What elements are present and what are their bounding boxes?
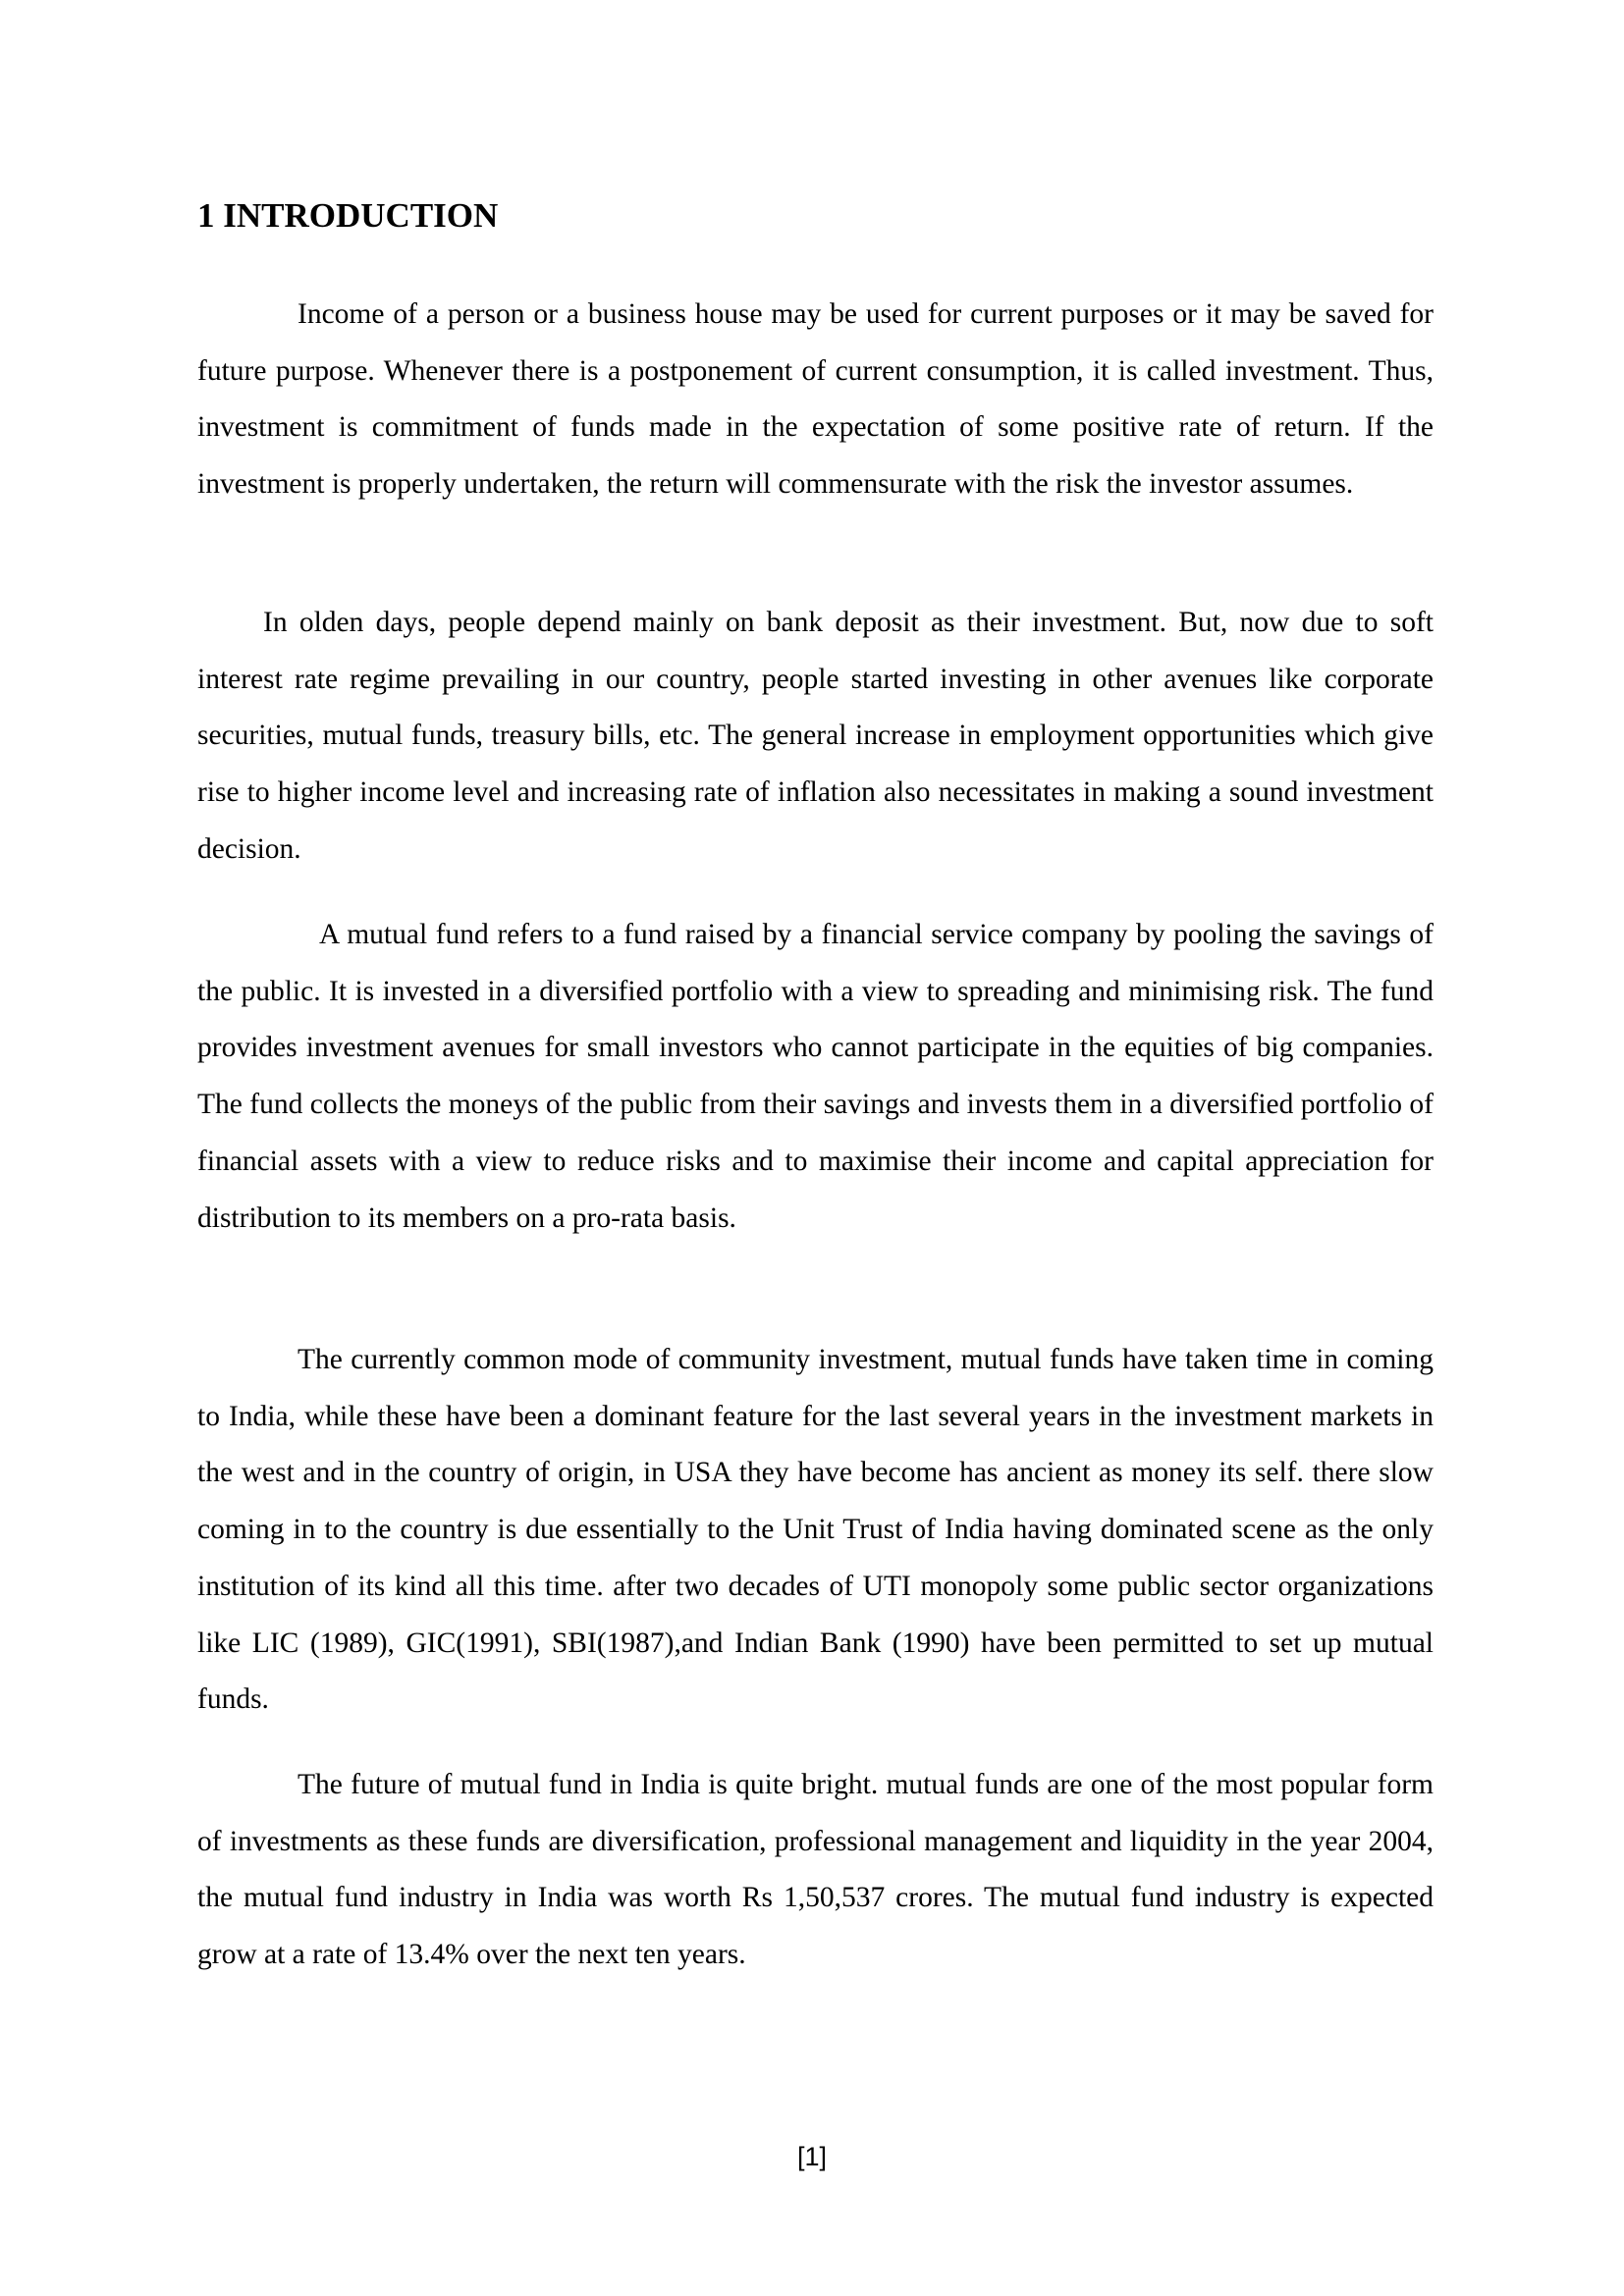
paragraph-mutual-fund-definition: A mutual fund refers to a fund raised by a financial service company by pooling the savings of the public. It is invested in a diversified portfolio with a view to spreading and minimising risk. The fund provides investment avenues for small investors who cannot participate in the equities of big companies. The fund collects the moneys of the public from their savings and invests them in a diversified portfolio of financial assets with a view to reduce risks and to maximise their income and capital appreciation for distribution to its members on a pro-rata basis. xyxy=(197,919,1434,1234)
paragraph-income-investment: Income of a person or a business house may be used for current purposes or it may be saved for future purpose. Whenever there is a postponement of current consumption, it is called investment. Thus, investment is commitment of funds made in the expectation of some positive rate of return. If the investment is properly undertaken, the return will commensurate with the risk the investor assumes. xyxy=(197,298,1434,501)
paragraph-mutual-fund-future: The future of mutual fund in India is quite bright. mutual funds are one of the most popular form of investments as these funds are diversification, professional management and liquidity in the year 2004, the mutual fund industry in India was worth Rs 1,50,537 crores. The mutual fund industry is expected grow at a rate of 13.4% over the next ten years. xyxy=(197,1769,1434,1971)
paragraph-olden-days: In olden days, people depend mainly on bank deposit as their investment. But, now due to soft interest rate regime prevailing in our country, people started investing in other avenues like corporate securities, mutual funds, treasury bills, etc. The general increase in employment opportunities which give rise to higher income level and increasing rate of inflation also necessitates in making a sound investment decision. xyxy=(197,607,1434,865)
page-number: [1] xyxy=(796,2142,828,2171)
paragraph-mutual-fund-history: The currently common mode of community investment, mutual funds have taken time in coming to India, while these have been a dominant feature for the last several years in the investment markets in the west and in the country of origin, in USA they have become has ancient as money its self. there slow coming in to the country is due essentially to the Unit Trust of India having dominated scene as the only institution of its kind all this time. after two decades of UTI monopoly some public sector organizations like LIC (1989), GIC(1991), SBI(1987),and Indian Bank (1990) have been permitted to set up mutual funds. xyxy=(197,1344,1434,1716)
section-heading: 1 INTRODUCTION xyxy=(197,196,499,235)
